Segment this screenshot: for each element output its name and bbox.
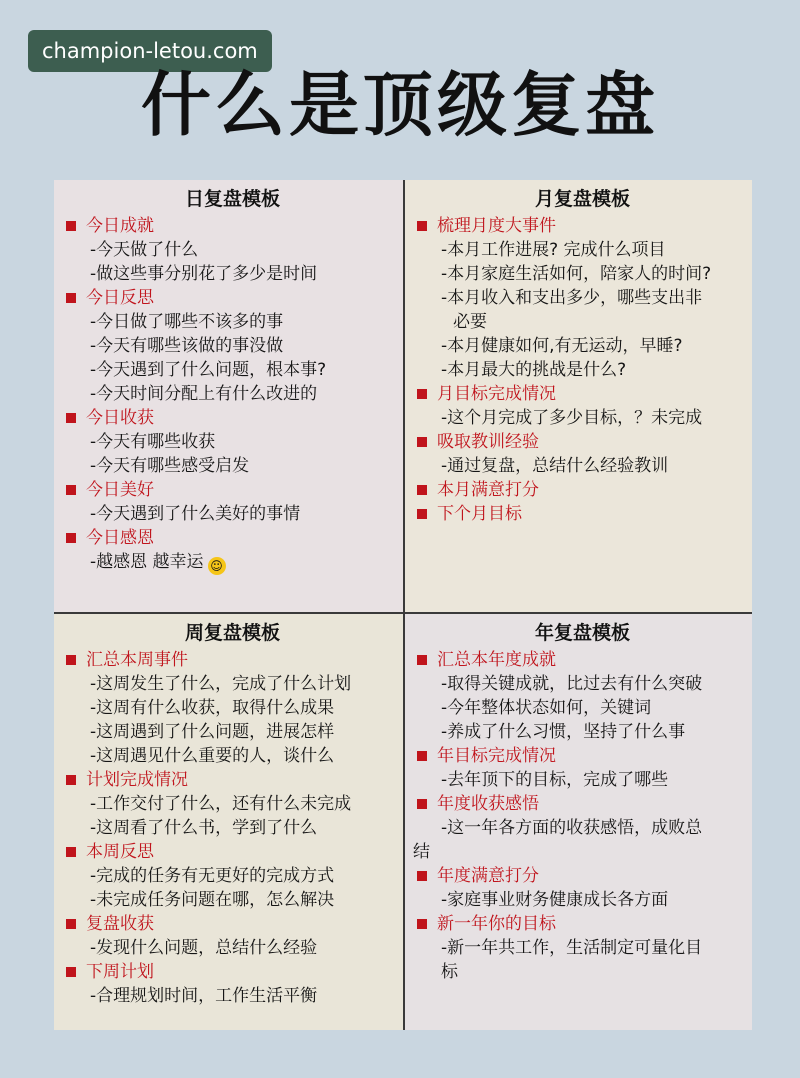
bullet-square-icon	[417, 221, 427, 231]
list-item: -新一年共工作，生活制定可量化目	[441, 938, 703, 958]
list-item: -这个月完成了多少目标，？未完成	[441, 408, 703, 428]
section-heading: 汇总本年度成就	[413, 648, 752, 672]
bullet-square-icon	[417, 389, 427, 399]
bullet-square-icon	[417, 751, 427, 761]
list-item: 必要	[453, 312, 487, 332]
year-template-panel	[403, 612, 752, 1030]
list-item: -本月工作进展? 完成什么项目	[441, 240, 666, 260]
template-grid	[54, 180, 752, 1030]
week-template-panel	[54, 612, 403, 1030]
bullet-square-icon	[417, 799, 427, 809]
list-item: -完成的任务有无更好的完成方式	[90, 866, 335, 886]
bullet-square-icon	[417, 871, 427, 881]
bullet-square-icon	[66, 847, 76, 857]
bullet-square-icon	[66, 293, 76, 303]
section-heading: 今日反思	[62, 286, 403, 310]
list-item: -今日做了哪些不该多的事	[90, 312, 284, 332]
section-heading: 下周计划	[62, 960, 403, 984]
list-item: -这周遇到了什么问题，进展怎样	[90, 722, 335, 742]
watermark: champion-letou.com	[28, 30, 272, 72]
panel-title: 年复盘模板	[534, 622, 630, 644]
list-item: -这周看了什么书，学到了什么	[90, 818, 318, 838]
section-heading: 月目标完成情况	[413, 382, 752, 406]
list-item: -未完成任务问题在哪，怎么解决	[90, 890, 335, 910]
section-heading: 今日收获	[62, 406, 403, 430]
bullet-square-icon	[66, 221, 76, 231]
list-item: -做这些事分别花了多少是时间	[90, 264, 318, 284]
list-item: -合理规划时间，工作生活平衡	[90, 986, 318, 1006]
list-item: -养成了什么习惯，坚持了什么事	[441, 722, 686, 742]
list-item: 结	[413, 842, 430, 862]
section-heading: 本月满意打分	[413, 478, 752, 502]
list-item: 标	[441, 962, 458, 982]
bullet-square-icon	[66, 533, 76, 543]
bullet-square-icon	[66, 485, 76, 495]
bullet-square-icon	[417, 509, 427, 519]
panel-title: 月复盘模板	[534, 188, 630, 210]
list-item: -去年顶下的目标，完成了哪些	[441, 770, 669, 790]
list-item: -工作交付了什么，还有什么未完成	[90, 794, 352, 814]
list-item: -本月家庭生活如何，陪家人的时间?	[441, 264, 712, 284]
section-heading: 吸取教训经验	[413, 430, 752, 454]
list-item: -这周遇见什么重要的人，谈什么	[90, 746, 335, 766]
list-item: -取得关键成就，比过去有什么突破	[441, 674, 703, 694]
bullet-square-icon	[66, 919, 76, 929]
bullet-square-icon	[417, 437, 427, 447]
page-title: 什么是顶级复盘	[141, 64, 659, 146]
bullet-square-icon	[417, 655, 427, 665]
bullet-square-icon	[66, 413, 76, 423]
section-heading: 计划完成情况	[62, 768, 403, 792]
bullet-square-icon	[66, 775, 76, 785]
list-item: -今天有哪些该做的事没做	[90, 336, 284, 356]
list-item: -发现什么问题，总结什么经验	[90, 938, 318, 958]
bullet-square-icon	[417, 919, 427, 929]
section-heading: 下个月目标	[413, 502, 752, 526]
list-item: -这周发生了什么，完成了什么计划	[90, 674, 352, 694]
panel-title: 周复盘模板	[184, 622, 280, 644]
list-item: -今天有哪些收获	[90, 432, 216, 452]
list-item: -今年整体状态如何，关键词	[441, 698, 652, 718]
list-item: -今天时间分配上有什么改进的	[90, 384, 318, 404]
section-heading: 今日成就	[62, 214, 403, 238]
panel-title: 日复盘模板	[184, 188, 280, 210]
section-heading: 年度收获感悟	[413, 792, 752, 816]
day-template-panel	[54, 180, 403, 612]
section-heading: 今日感恩	[62, 526, 403, 550]
list-item: -这周有什么收获，取得什么成果	[90, 698, 335, 718]
section-heading: 汇总本周事件	[62, 648, 403, 672]
smiley-icon: ☺	[208, 557, 226, 575]
section-heading: 复盘收获	[62, 912, 403, 936]
list-item: -今天遇到了什么美好的事情	[90, 504, 301, 524]
list-item: -越感恩 越幸运 ☺	[62, 550, 403, 575]
section-heading: 梳理月度大事件	[413, 214, 752, 238]
list-item: -本月最大的挑战是什么?	[441, 360, 627, 380]
month-template-panel	[403, 180, 752, 612]
section-heading: 今日美好	[62, 478, 403, 502]
list-item: -这一年各方面的收获感悟，成败总	[441, 818, 703, 838]
list-item: -本月收入和支出多少，哪些支出非	[441, 288, 703, 308]
bullet-square-icon	[417, 485, 427, 495]
list-item: -今天遇到了什么问题，根本事?	[90, 360, 327, 380]
section-heading: 本周反思	[62, 840, 403, 864]
bullet-square-icon	[66, 967, 76, 977]
list-item: -家庭事业财务健康成长各方面	[441, 890, 669, 910]
bullet-square-icon	[66, 655, 76, 665]
section-heading: 年度满意打分	[413, 864, 752, 888]
list-item: -今天有哪些感受启发	[90, 456, 250, 476]
list-item: -本月健康如何,有无运动，早睡?	[441, 336, 683, 356]
list-item: -今天做了什么	[90, 240, 199, 260]
list-item: -通过复盘，总结什么经验教训	[441, 456, 669, 476]
section-heading: 年目标完成情况	[413, 744, 752, 768]
section-heading: 新一年你的目标	[413, 912, 752, 936]
